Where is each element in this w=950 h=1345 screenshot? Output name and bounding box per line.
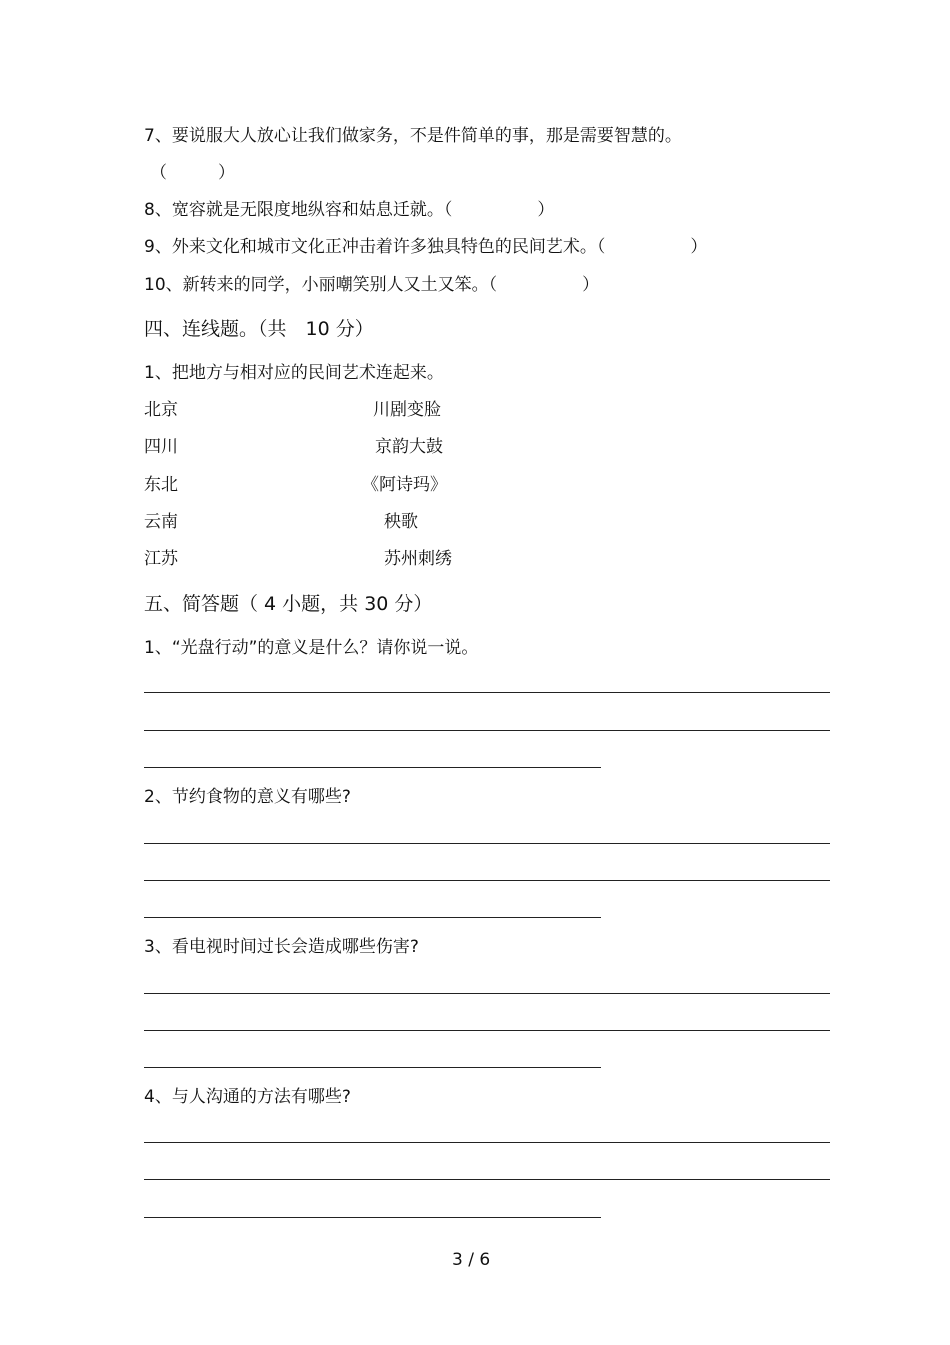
question-text: 7、要说服大人放心让我们做家务，不是件简单的事，那是需要智慧的。 [144, 126, 682, 146]
matching-instruction: 1、把地方与相对应的民间艺术连起来。 [144, 363, 444, 383]
answer-line[interactable] [144, 1067, 601, 1068]
art-item: 《阿诗玛》 [362, 475, 447, 495]
judgement-q9: 9、外来文化和城市文化正冲击着许多独具特色的民间艺术。（ ） [144, 237, 708, 257]
answer-line[interactable] [144, 843, 830, 844]
art-item: 苏州刺绣 [384, 549, 452, 569]
short-answer-question: 2、节约食物的意义有哪些? [144, 787, 351, 807]
art-item: 秧歌 [384, 512, 418, 532]
answer-parentheses: （ ） [150, 163, 235, 183]
answer-line[interactable] [144, 1142, 830, 1143]
answer-line[interactable] [144, 730, 830, 731]
place-item: 北京 [144, 400, 178, 420]
answer-line[interactable] [144, 1179, 830, 1180]
place-item: 东北 [144, 475, 178, 495]
judgement-q10: 10、新转来的同学，小丽嘲笑别人又土又笨。（ ） [144, 275, 600, 295]
section-heading-short-answer: 五、简答题（ 4 小题，共 30 分） [144, 593, 433, 615]
section-heading-matching: 四、连线题。（共 10 分） [144, 318, 374, 340]
place-item: 江苏 [144, 549, 178, 569]
answer-line[interactable] [144, 692, 830, 693]
short-answer-question: 4、与人沟通的方法有哪些? [144, 1087, 351, 1107]
art-item: 京韵大鼓 [375, 437, 443, 457]
judgement-q8: 8、宽容就是无限度地纵容和姑息迁就。（ ） [144, 200, 555, 220]
short-answer-question: 1、“光盘行动”的意义是什么？请你说一说。 [144, 638, 479, 658]
answer-line[interactable] [144, 767, 601, 768]
answer-line[interactable] [144, 1030, 830, 1031]
answer-line[interactable] [144, 1217, 601, 1218]
place-item: 四川 [144, 437, 178, 457]
page-number: 3 / 6 [452, 1250, 491, 1270]
place-item: 云南 [144, 512, 178, 532]
short-answer-question: 3、看电视时间过长会造成哪些伤害? [144, 937, 419, 957]
answer-line[interactable] [144, 917, 601, 918]
answer-line[interactable] [144, 880, 830, 881]
art-item: 川剧变脸 [373, 400, 441, 420]
answer-line[interactable] [144, 993, 830, 994]
